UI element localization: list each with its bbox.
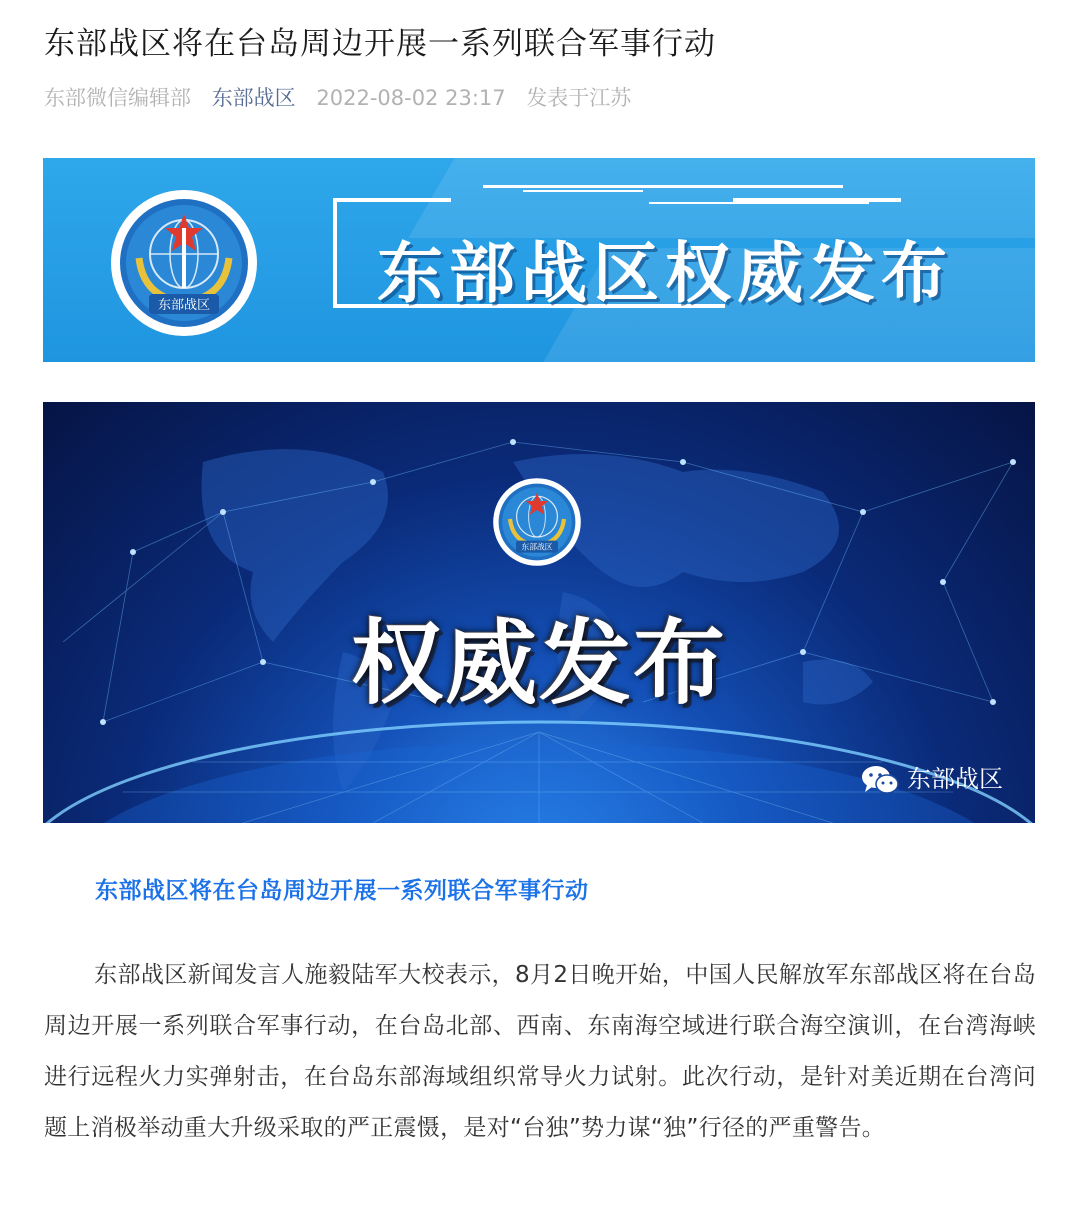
banner-authoritative-release (43, 402, 1035, 823)
wechat-icon (861, 765, 899, 795)
eastern-theater-emblem-icon (492, 477, 582, 567)
article-subheading: 东部战区将在台岛周边开展一系列联合军事行动 (95, 878, 589, 904)
eastern-theater-emblem-icon (109, 188, 259, 338)
article-body-text: 东部战区新闻发言人施毅陆军大校表示，8月2日晚开始，中国人民解放军东部战区将在台岛周边开展一系列联合军事行动，在台岛北部、西南、东南海空域进行联合海空演训，在台湾海峡进行远程火力实弹射击，在台岛东部海域组织常导火力试射。此次行动，是针对美近期在台湾问题上消极举动重大升级采取的严正震慑，是对“台独”势力谋“独”行径的严重警告。 (44, 962, 1036, 1141)
banner-heading: 东部战区权威发布 (377, 235, 953, 312)
banner-main-heading: 权威发布 (350, 610, 727, 717)
banner-official-release (43, 158, 1035, 362)
article-title: 东部战区将在台岛周边开展一系列联合军事行动 (44, 26, 716, 62)
publish-location: 发表于江苏 (526, 86, 632, 110)
svg-text:东部战区: 东部战区 (521, 542, 553, 552)
wechat-watermark (861, 759, 1003, 795)
watermark-label: 东部战区 (907, 765, 1003, 793)
account-link[interactable]: 东部战区 (211, 86, 296, 110)
article-meta (44, 82, 645, 112)
svg-text:东部战区: 东部战区 (157, 298, 211, 313)
article-body-paragraph (44, 950, 1036, 1154)
publish-datetime: 2022-08-02 23:17 (316, 86, 506, 110)
author-label: 东部微信编辑部 (44, 86, 191, 110)
